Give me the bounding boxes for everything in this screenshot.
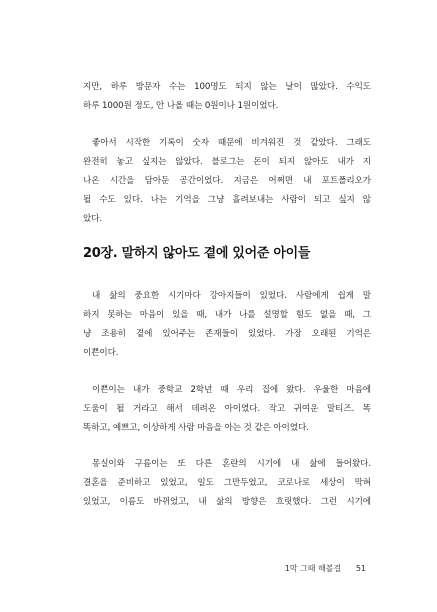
paragraph-line: 도움이 될 거라고 해서 데려온 아이였다. 작고 귀여운 말티즈. 똑	[83, 404, 371, 414]
paragraph-line: 좋아서 시작한 기록이 숫자 때문에 비겨워진 것 같았다. 그래도	[92, 138, 371, 148]
chapter-heading: 20장. 말하지 않아도 곁에 있어준 아이들	[83, 246, 311, 261]
paragraph-line: 지만, 하루 방문자 수는 100명도 되지 않는 날이 많았다. 수익도	[83, 82, 371, 92]
paragraph-3	[83, 287, 371, 363]
paragraph-2	[83, 134, 371, 229]
paragraph-line: 이쁜이다.	[83, 348, 119, 358]
paragraph-line: 내 삶의 중요한 시기마다 강아지들이 있었다. 사람에게 쉽게 말	[92, 291, 371, 301]
paragraph-line: 똑하고, 예쁘고, 이상하게 사람 마음을 아는 것 같은 아이였다.	[83, 423, 309, 433]
paragraph-line: 완전히 놓고 싶지는 않았다. 블로그는 돈이 되지 않아도 내가 지	[83, 157, 371, 167]
page-number: 51	[355, 564, 366, 573]
running-title: 1막 그때 해볼걸	[284, 564, 342, 573]
paragraph-line: 몽실이와 구름이는 또 다른 혼란의 시기에 내 삶에 들어왔다.	[92, 459, 371, 469]
page-footer	[285, 563, 366, 574]
paragraph-1	[83, 78, 371, 116]
paragraph-line: 냥 조용히 곁에 있어주는 존재들이 있었다. 가장 오래된 기억은	[83, 329, 371, 339]
paragraph-line: 있었고, 이름도 바뀌었고, 내 삶의 방향은 흐릿했다. 그런 시기에	[83, 497, 371, 507]
paragraph-line: 결혼을 준비하고 있었고, 일도 그만두었고, 코로나로 세상이 막혀	[83, 478, 371, 488]
paragraph-line: 았다.	[83, 214, 103, 224]
paragraph-5	[83, 455, 371, 512]
paragraph-line: 이쁜이는 내가 중학교 2학년 때 우리 집에 왔다. 우울한 마음에	[92, 385, 371, 395]
paragraph-line: 나온 시간을 담아둔 공간이었다. 지금은 어쩌면 내 포트폴리오가	[83, 176, 371, 186]
paragraph-line: 하지 못하는 마음이 있을 때, 내가 나를 설명할 힘도 없을 때, 그	[83, 310, 371, 320]
paragraph-line: 될 수도 있다. 나는 기억을 그냥 흘려보내는 사람이 되고 싶지 않	[83, 195, 371, 205]
paragraph-line: 하루 1000원 정도, 안 나올 때는 0원이나 1원이었다.	[83, 101, 279, 111]
paragraph-4	[83, 381, 371, 438]
